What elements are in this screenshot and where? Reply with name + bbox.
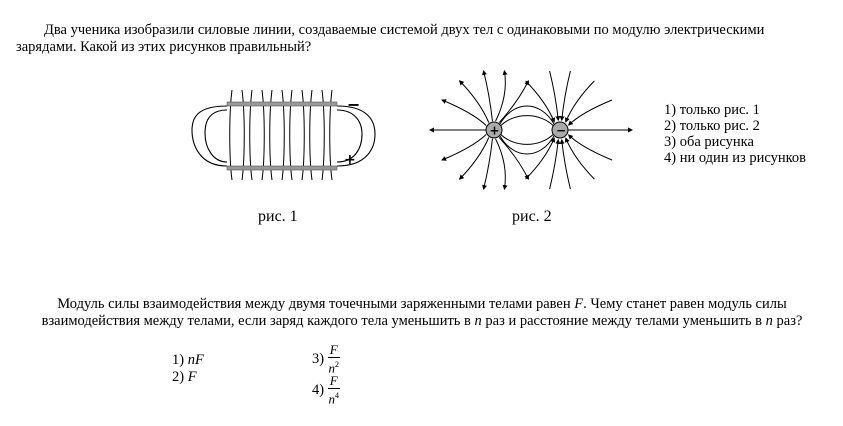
fig2-field-line (562, 140, 571, 189)
fig1-minus-sign: − (347, 95, 361, 114)
q1-option-4[interactable]: 4) ни один из рисунков (664, 150, 806, 166)
figure-2-caption: рис. 2 (512, 208, 552, 225)
q2-option-4[interactable]: 4) $\frac{F}{n^4}$ (312, 373, 339, 407)
fig2-field-line (499, 137, 528, 179)
fig2-field-line (550, 71, 559, 120)
fig2-field-line (442, 100, 486, 126)
q1-option-2[interactable]: 2) только рис. 2 (664, 118, 760, 134)
figure-1-caption: рис. 1 (258, 208, 298, 225)
question-1-text: Два ученика изобразили силовые линии, создаваемые системой двух тел с одинаковыми по модулю электрическими зарядами. Какой из этих рисунков правильный? (16, 22, 765, 55)
question-1-options (664, 102, 806, 166)
q2-option-3-fraction: $\frac{F}{n^2}$ (328, 342, 339, 376)
fig2-field-line (550, 140, 559, 189)
q2-option-3[interactable]: 3) $\frac{F}{n^2}$ (312, 342, 339, 376)
fig2-field-line (562, 71, 571, 120)
question-2-text: Модуль силы взаимодействия между двумя точечными заряженными телами равен F. Чему станет равен модуль силы взаимодействия между телами, если заряд каждого тела уменьшить в n раз и расстояние между телами уменьшить в n раз? (41, 296, 803, 329)
fig2-field-line (500, 134, 554, 145)
fig2-field-line (499, 81, 528, 123)
q2-option-1[interactable]: 1) nF (172, 352, 204, 368)
fig2-field-line (496, 139, 506, 189)
q2-option-2[interactable]: 2) F (172, 369, 197, 385)
q1-option-1[interactable]: 1) только рис. 1 (664, 102, 760, 118)
fig2-field-line (442, 135, 486, 161)
fig2-field-line (500, 136, 554, 154)
figure-2-diagram (426, 66, 636, 196)
fig2-field-line (496, 71, 506, 121)
fig2-plus-sign: + (489, 123, 500, 138)
figure-1-diagram (187, 68, 387, 178)
q2-option-4-fraction: $\frac{F}{n^4}$ (328, 373, 339, 407)
fig1-plus-sign: + (344, 152, 356, 168)
fig2-field-line (500, 106, 554, 124)
fig2-minus-sign: − (556, 123, 567, 138)
fig2-field-line (500, 116, 554, 127)
q1-option-3[interactable]: 3) оба рисунка (664, 134, 754, 150)
